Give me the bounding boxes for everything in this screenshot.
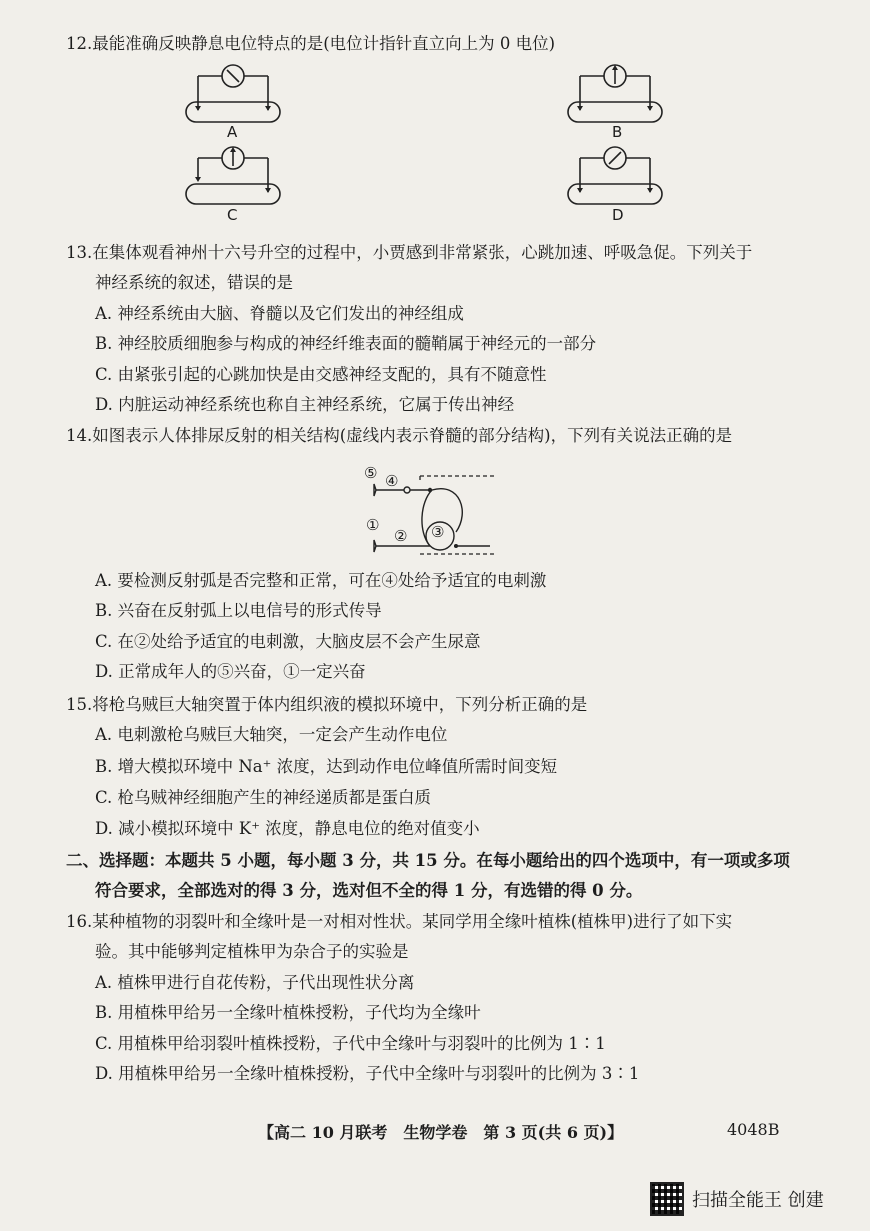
q16-option-b: B. 用植株甲给另一全缘叶植株授粉，子代均为全缘叶 bbox=[95, 1003, 481, 1022]
scanner-watermark bbox=[650, 1182, 824, 1216]
q13-option-a: A. 神经系统由大脑、脊髓以及它们发出的神经组成 bbox=[95, 304, 464, 323]
q12-figure-b bbox=[562, 62, 672, 126]
q16-option-c: C. 用植株甲给羽裂叶植株授粉，子代中全缘叶与羽裂叶的比例为 1∶1 bbox=[95, 1034, 606, 1053]
q14-label-3: ③ bbox=[431, 523, 445, 541]
q12-label-b: B bbox=[612, 123, 623, 141]
q13-option-b: B. 神经胶质细胞参与构成的神经纤维表面的髓鞘属于神经元的一部分 bbox=[95, 334, 597, 353]
q14-label-5: ⑤ bbox=[364, 464, 378, 482]
q12-figure-c bbox=[180, 144, 290, 208]
q12-figure-a bbox=[180, 62, 290, 126]
q13-option-c: C. 由紧张引起的心跳加快是由交感神经支配的，具有不随意性 bbox=[95, 365, 547, 384]
section-2-heading-1: 二、选择题：本题共 5 小题，每小题 3 分，共 15 分。在每小题给出的四个选项中，有一项或多项 bbox=[66, 851, 790, 870]
q12-stem: 12.最能准确反映静息电位特点的是(电位计指针直立向上为 0 电位) bbox=[66, 34, 556, 53]
q14-option-d: D. 正常成年人的⑤兴奋，①一定兴奋 bbox=[95, 662, 366, 681]
q16-option-a: A. 植株甲进行自花传粉，子代出现性状分离 bbox=[95, 973, 415, 992]
q14-stem: 14.如图表示人体排尿反射的相关结构(虚线内表示脊髓的部分结构)，下列有关说法正确的是 bbox=[66, 426, 733, 445]
q14-label-2: ② bbox=[394, 527, 408, 545]
scanner-label: 扫描全能王 创建 bbox=[692, 1190, 824, 1211]
q15-option-a: A. 电刺激枪乌贼巨大轴突，一定会产生动作电位 bbox=[95, 725, 448, 744]
q13-stem-2: 神经系统的叙述，错误的是 bbox=[95, 273, 293, 292]
q14-label-1: ① bbox=[366, 516, 380, 534]
paper-code: 4048B bbox=[727, 1120, 780, 1139]
q15-option-c: C. 枪乌贼神经细胞产生的神经递质都是蛋白质 bbox=[95, 788, 432, 807]
qr-code-icon bbox=[650, 1182, 684, 1216]
q12-label-c: C bbox=[227, 206, 238, 224]
page-footer: 【高二 10 月联考 生物学卷 第 3 页(共 6 页)】 bbox=[258, 1123, 624, 1142]
q14-option-a: A. 要检测反射弧是否完整和正常，可在④处给予适宜的电刺激 bbox=[95, 571, 547, 590]
q12-label-d: D bbox=[612, 206, 624, 224]
q14-option-c: C. 在②处给予适宜的电刺激，大脑皮层不会产生尿意 bbox=[95, 632, 481, 651]
q12-figure-d bbox=[562, 144, 672, 208]
q16-stem-1: 16.某种植物的羽裂叶和全缘叶是一对相对性状。某同学用全缘叶植株(植株甲)进行了如下实 bbox=[66, 912, 733, 931]
q15-stem: 15.将枪乌贼巨大轴突置于体内组织液的模拟环境中，下列分析正确的是 bbox=[66, 695, 588, 714]
q16-option-d: D. 用植株甲给另一全缘叶植株授粉，子代中全缘叶与羽裂叶的比例为 3∶1 bbox=[95, 1064, 640, 1083]
q14-option-b: B. 兴奋在反射弧上以电信号的形式传导 bbox=[95, 601, 382, 620]
q12-label-a: A bbox=[227, 123, 238, 141]
q14-label-4: ④ bbox=[385, 472, 399, 490]
q16-stem-2: 验。其中能够判定植株甲为杂合子的实验是 bbox=[95, 942, 409, 961]
q15-option-b: B. 增大模拟环境中 Na⁺ 浓度，达到动作电位峰值所需时间变短 bbox=[95, 757, 558, 776]
q15-option-d: D. 减小模拟环境中 K⁺ 浓度，静息电位的绝对值变小 bbox=[95, 819, 480, 838]
q13-stem-1: 13.在集体观看神州十六号升空的过程中，小贾感到非常紧张，心跳加速、呼吸急促。下列关于 bbox=[66, 243, 753, 262]
q13-option-d: D. 内脏运动神经系统也称自主神经系统，它属于传出神经 bbox=[95, 395, 515, 414]
section-2-heading-2: 符合要求，全部选对的得 3 分，选对但不全的得 1 分，有选错的得 0 分。 bbox=[95, 881, 643, 900]
q14-reflex-diagram bbox=[360, 462, 510, 562]
